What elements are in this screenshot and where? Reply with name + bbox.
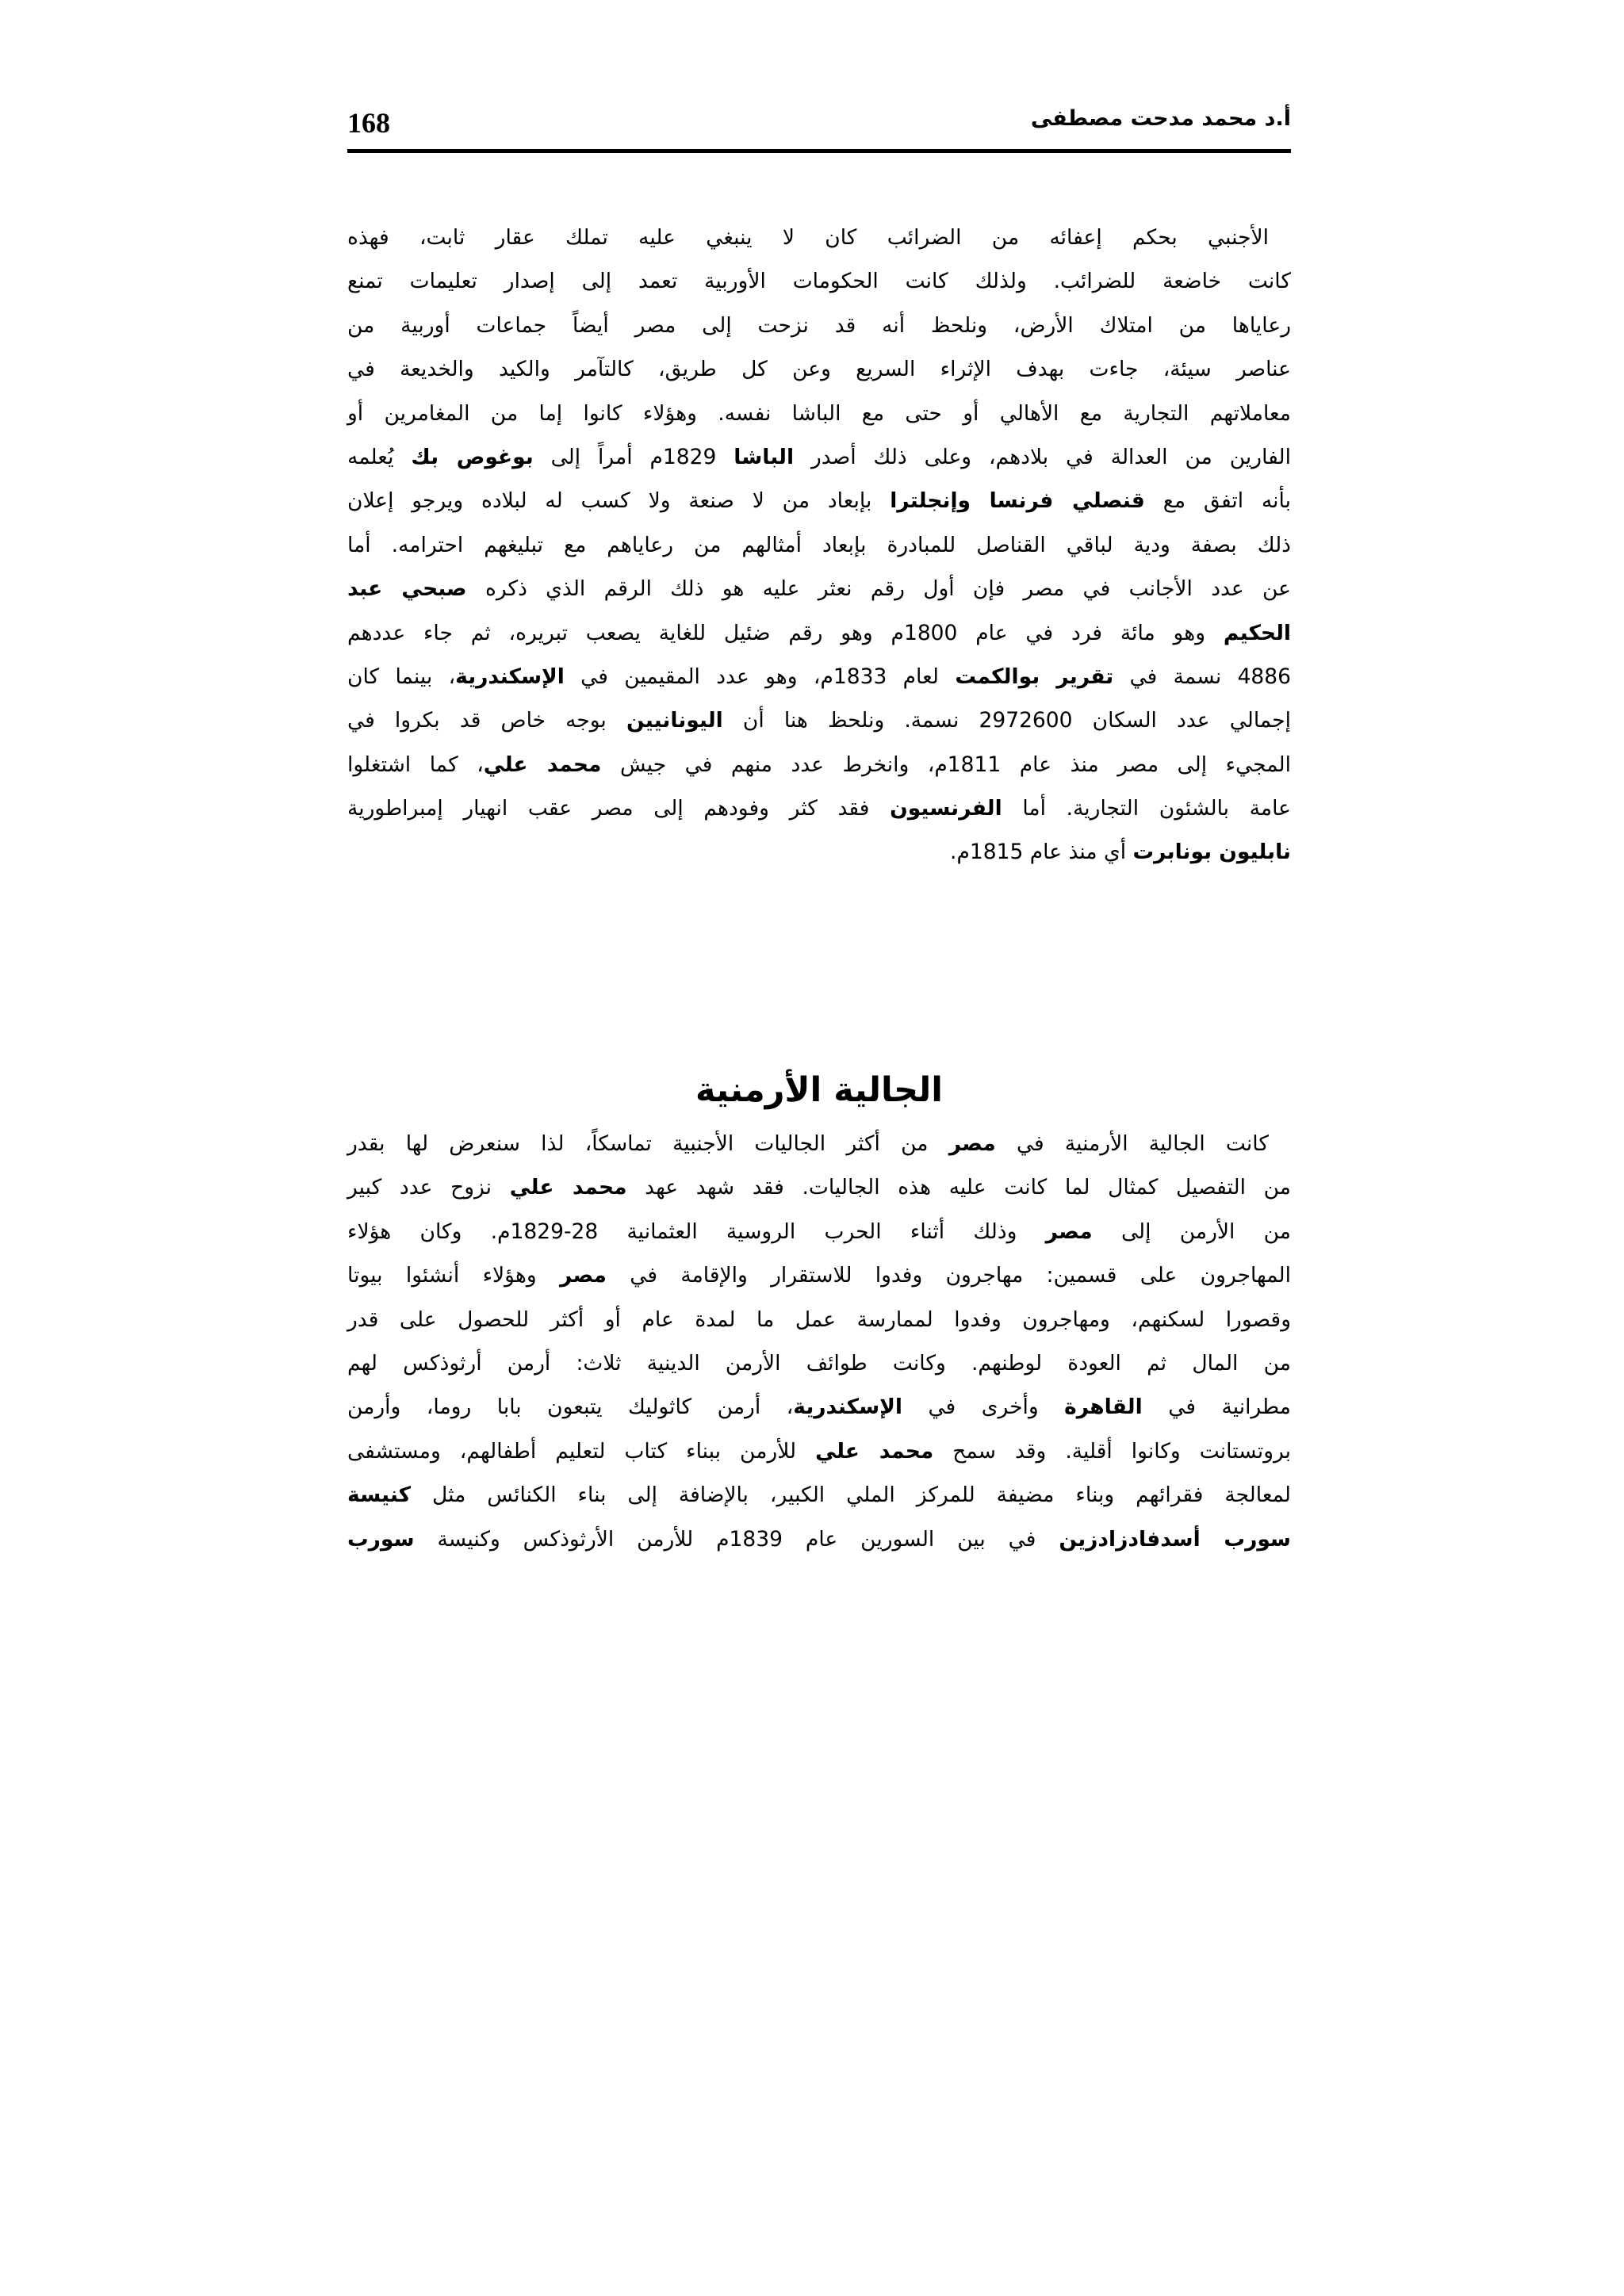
bold-term: سورب أسدفادزادزين xyxy=(1059,1526,1291,1552)
text-line xyxy=(347,830,1291,874)
text-run: وذلك أثناء الحرب الروسية العثمانية 28-1829م. وكان هؤلاء xyxy=(347,1219,1046,1244)
text-line xyxy=(347,655,1291,698)
bold-term: مصر xyxy=(1045,1219,1093,1244)
bold-term: الفرنسيون xyxy=(890,796,1002,821)
bold-term: مصر xyxy=(559,1263,607,1288)
text-line xyxy=(347,1122,1291,1165)
text-run: وأخرى في xyxy=(902,1395,1065,1420)
running-head-author: أ.د محمد مدحت مصطفى xyxy=(1030,106,1291,131)
text-line xyxy=(347,1385,1291,1429)
body-paragraph-2 xyxy=(347,1122,1291,1561)
text-line xyxy=(347,435,1291,479)
text-line xyxy=(347,1253,1291,1297)
body-paragraph-1 xyxy=(347,216,1291,874)
text-line xyxy=(347,347,1291,391)
bold-term: الباشا xyxy=(733,444,795,469)
text-run: ، كما اشتغلوا xyxy=(347,752,484,777)
page-header xyxy=(347,101,1291,149)
text-run: كانت الجالية الأرمنية في xyxy=(995,1131,1269,1156)
text-line xyxy=(347,1210,1291,1253)
text-run: من الأرمن إلى xyxy=(1092,1219,1291,1244)
bold-term: محمد علي xyxy=(483,752,602,777)
text-run: وهؤلاء أنشئوا بيوتا xyxy=(347,1263,560,1288)
text-run: من المال ثم العودة لوطنهم. وكانت طوائف الأرمن الدينية ثلاث: أرمن أرثوذكس لهم xyxy=(347,1350,1291,1376)
text-run: مطرانية في xyxy=(1142,1395,1291,1420)
text-run: في بين السورين عام 1839م للأرمن الأرثوذكس وكنيسة xyxy=(414,1526,1059,1552)
text-run: من أكثر الجاليات الأجنبية تماسكاً، لذا سنعرض لها بقدر xyxy=(347,1131,949,1156)
bold-term: نابليون بونابرت xyxy=(1132,840,1291,865)
bold-term: سورب xyxy=(347,1526,415,1552)
text-run: وهو مائة فرد في عام 1800م وهو رقم ضئيل للغاية يصعب تبريره، ثم جاء عددهم xyxy=(347,620,1224,645)
text-run: بإبعاد من لا صنعة ولا كسب له لبلاده ويرجو إعلان xyxy=(347,488,891,514)
bold-term: اليونانيين xyxy=(626,708,723,733)
page-number: 168 xyxy=(347,107,390,139)
text-run: كانت خاضعة للضرائب. ولذلك كانت الحكومات الأوربية تعمد إلى إصدار تعليمات تمنع xyxy=(347,269,1291,294)
text-run: الفارين من العدالة في بلادهم، وعلى ذلك أصدر xyxy=(794,444,1291,469)
text-run: للأرمن ببناء كتاب لتعليم أطفالهم، ومستشفى xyxy=(347,1438,816,1464)
text-run: عن عدد الأجانب في مصر فإن أول رقم نعثر عليه هو ذلك الرقم الذي ذكره xyxy=(466,576,1291,602)
text-run: المجيء إلى مصر منذ عام 1811م، وانخرط عدد منهم في جيش xyxy=(601,752,1291,777)
text-run: بروتستانت وكانوا أقلية. وقد سمح xyxy=(933,1438,1291,1464)
text-line xyxy=(347,1165,1291,1209)
bold-term: صبحي عبد xyxy=(347,576,467,602)
text-run: يُعلمه xyxy=(347,444,412,469)
text-run: ذلك بصفة ودية لباقي القناصل للمبادرة بإبعاد أمثالهم من رعاياهم مع تبليغهم احترامه. أما xyxy=(347,532,1291,557)
text-run: الأجنبي بحكم إعفائه من الضرائب كان لا ينبغي عليه تملك عقار ثابت، فهذه xyxy=(347,225,1269,250)
text-line xyxy=(347,1298,1291,1341)
text-run: أي منذ عام 1815م. xyxy=(950,840,1133,865)
text-run: 4886 نسمة في xyxy=(1113,664,1292,689)
bold-term: قنصلي فرنسا وإنجلترا xyxy=(890,488,1145,514)
text-line xyxy=(347,1517,1291,1561)
text-line xyxy=(347,523,1291,567)
header-rule xyxy=(347,149,1291,153)
bold-term: الإسكندرية xyxy=(793,1395,902,1420)
text-run: لمعالجة فقرائهم وبناء مضيفة للمركز الملي الكبير، بالإضافة إلى بناء الكنائس مثل xyxy=(411,1483,1291,1508)
bold-term: بوغوص بك xyxy=(411,444,534,469)
bold-term: مصر xyxy=(948,1131,996,1156)
text-run: عامة بالشئون التجارية. أما xyxy=(1002,796,1291,821)
text-line xyxy=(347,611,1291,655)
text-line xyxy=(347,1341,1291,1385)
text-run: وقصورا لسكنهم، ومهاجرون وفدوا لممارسة عمل ما لمدة عام أو أكثر للحصول على قدر xyxy=(347,1307,1291,1332)
text-run: 1829م أمراً إلى xyxy=(533,444,734,469)
text-run: عناصر سيئة، جاءت بهدف الإثراء السريع وعن كل طريق، كالتآمر والكيد والخديعة في xyxy=(347,357,1291,382)
section-heading: الجالية الأرمنية xyxy=(695,1070,944,1110)
text-line xyxy=(347,1473,1291,1517)
text-run: ، بينما كان xyxy=(347,664,456,689)
text-line xyxy=(347,743,1291,786)
text-run: بوجه خاص قد بكروا في xyxy=(347,708,626,733)
bold-term: محمد علي xyxy=(815,1438,934,1464)
text-run: المهاجرون على قسمين: مهاجرون وفدوا للاستقرار والإقامة في xyxy=(606,1263,1291,1288)
text-line xyxy=(347,567,1291,610)
text-run: بأنه اتفق مع xyxy=(1144,488,1291,514)
text-run: رعاياها من امتلاك الأرض، ونلحظ أنه قد نزحت إلى مصر أيضاً جماعات أوربية من xyxy=(347,312,1291,338)
bold-term: القاهرة xyxy=(1064,1395,1143,1420)
text-line xyxy=(347,698,1291,742)
bold-term: تقرير بوالكمت xyxy=(955,664,1114,689)
bold-term: محمد علي xyxy=(509,1175,627,1200)
text-run: إجمالي عدد السكان 2972600 نسمة. ونلحظ هنا أن xyxy=(722,708,1291,733)
text-line xyxy=(347,786,1291,830)
text-run: نزوح عدد كبير xyxy=(347,1175,510,1200)
text-line xyxy=(347,216,1291,259)
text-run: ، أرمن كاثوليك يتبعون بابا روما، وأرمن xyxy=(347,1395,794,1420)
text-line xyxy=(347,1429,1291,1473)
text-line xyxy=(347,259,1291,303)
bold-term: الحكيم xyxy=(1223,620,1291,645)
text-line xyxy=(347,479,1291,522)
text-line xyxy=(347,392,1291,435)
bold-term: كنيسة xyxy=(347,1483,412,1508)
text-run: من التفصيل كمثال لما كانت عليه هذه الجاليات. فقد شهد عهد xyxy=(626,1175,1291,1200)
text-run: معاملاتهم التجارية مع الأهالي أو حتى مع الباشا نفسه. وهؤلاء كانوا إما من المغامرين أو xyxy=(347,400,1291,426)
bold-term: الإسكندرية xyxy=(455,664,565,689)
text-run: لعام 1833م، وهو عدد المقيمين في xyxy=(564,664,956,689)
text-run: فقد كثر وفودهم إلى مصر عقب انهيار إمبراطورية xyxy=(347,796,891,821)
text-line xyxy=(347,304,1291,347)
